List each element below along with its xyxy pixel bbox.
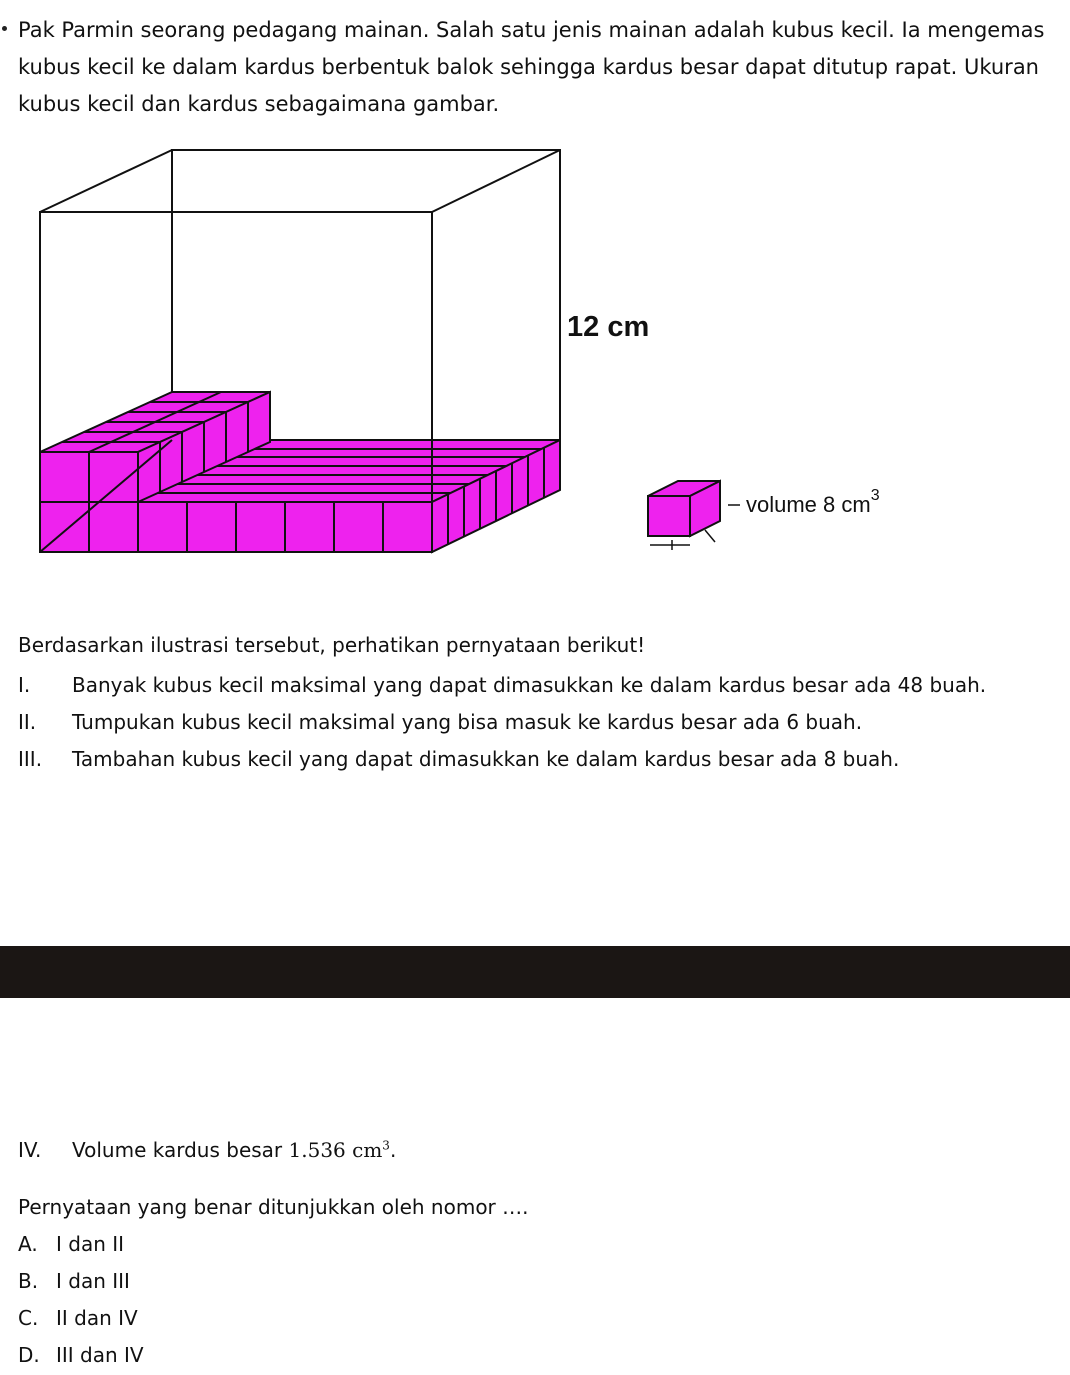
small-cube-front [648,496,690,536]
question-text: Pernyataan yang benar ditunjukkan oleh nomor …. [18,1195,529,1219]
option-letter: B. [18,1269,39,1293]
cube-volume-exponent: 3 [870,487,880,504]
option-d[interactable] [18,1343,144,1367]
volume-exponent: 3 [382,1138,390,1153]
box-figure [0,130,920,560]
volume-value: 1.536 $cm^3$ [288,1138,390,1162]
statement-item [18,747,1058,771]
statement-number: IV. [18,1138,42,1162]
statement-item-4: IV. Volume kardus besar 1.536 $cm^3$. [18,1138,397,1162]
statement-text: Volume kardus besar [72,1138,283,1162]
box-edge-top-left [40,150,172,212]
statement-number: I. [18,673,31,697]
statement-text: Tambahan kubus kecil yang dapat dimasukkan ke dalam kardus besar ada 8 buah. [72,747,900,771]
redaction-band [0,946,1070,998]
statement-text: Tumpukan kubus kecil maksimal yang bisa masuk ke kardus besar ada 6 buah. [72,710,863,734]
option-c[interactable] [18,1306,138,1330]
small-cube [648,481,740,550]
box-edge-top-right [432,150,560,212]
statement-item [18,710,1058,734]
option-text: I dan II [56,1232,125,1256]
option-b[interactable] [18,1269,130,1293]
statement-item [18,673,1058,697]
problem-intro: Pak Parmin seorang pedagang mainan. Salah satu jenis mainan adalah kubus kecil. Ia mengemas kubus kecil ke dalam kardus berbentuk balok sehingga kardus besar dapat ditutup rapat. Ukuran kubus kecil dan kardus sebagaimana gambar. [18,18,1045,116]
option-text: II dan IV [56,1306,138,1330]
statement-text: Banyak kubus kecil maksimal yang dapat dimasukkan ke dalam kardus besar ada 48 buah. [72,673,987,697]
cube-volume-label: volume 8 $cm^3$ [746,487,880,517]
statements-lead: Berdasarkan ilustrasi tersebut, perhatikan pernyataan berikut! [18,633,646,657]
box-height-label: 12 cm [567,311,650,343]
option-a[interactable] [18,1232,124,1256]
option-text: III dan IV [56,1343,144,1367]
option-letter: C. [18,1306,39,1330]
option-letter: A. [18,1232,38,1256]
statement-number: III. [18,747,43,771]
bullet-dot [2,26,7,31]
cube-dimension-tick [705,530,715,542]
statement-number: II. [18,710,37,734]
option-letter: D. [18,1343,40,1367]
option-text: I dan III [56,1269,130,1293]
